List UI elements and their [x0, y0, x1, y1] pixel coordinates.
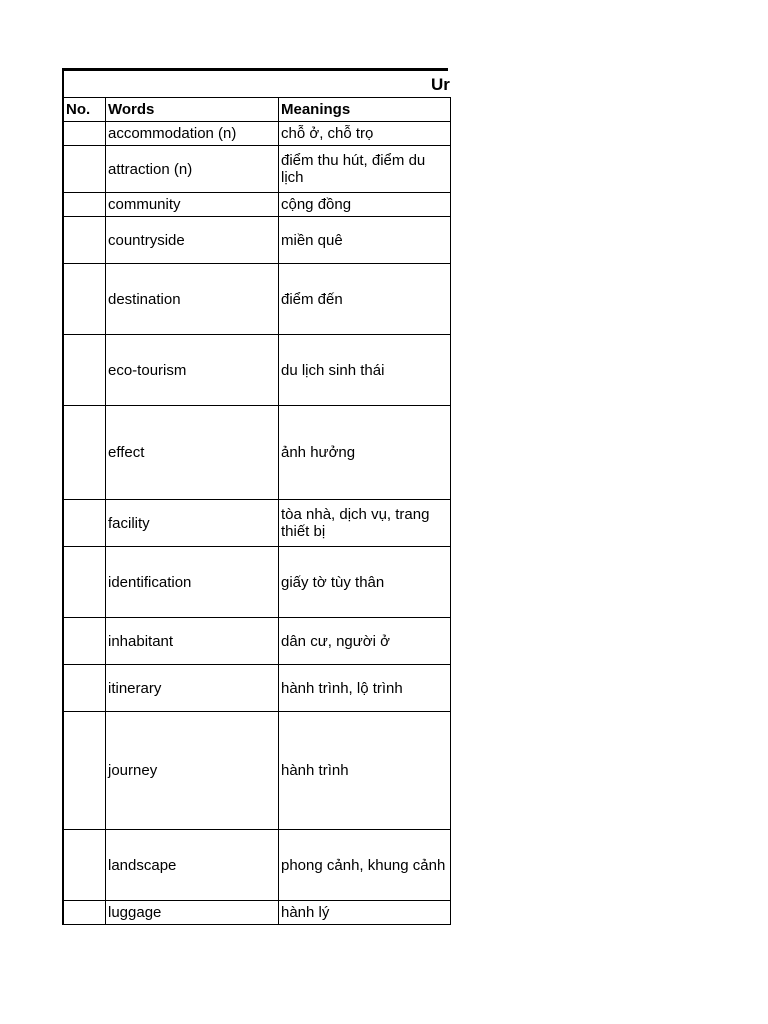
sheet-title-row [62, 68, 448, 97]
meaning-cell: điểm đến [279, 264, 451, 335]
table-row [63, 406, 451, 500]
vocabulary-sheet [62, 68, 448, 925]
table-header-row [63, 98, 451, 122]
word-cell: community [106, 193, 279, 217]
meaning-cell: miền quê [279, 217, 451, 264]
meaning-cell: hành trình, lộ trình [279, 665, 451, 712]
meaning-cell: phong cảnh, khung cảnh [279, 830, 451, 901]
word-cell: destination [106, 264, 279, 335]
header-meanings: Meanings [279, 98, 451, 122]
word-cell: attraction (n) [106, 146, 279, 193]
row-number-cell [63, 146, 106, 193]
meaning-cell: giấy tờ tùy thân [279, 547, 451, 618]
table-row [63, 146, 451, 193]
table-row [63, 618, 451, 665]
meaning-cell: điểm thu hút, điểm du lịch [279, 146, 451, 193]
meaning-cell: chỗ ở, chỗ trọ [279, 122, 451, 146]
row-number-cell [63, 217, 106, 264]
table-row [63, 122, 451, 146]
word-cell: countryside [106, 217, 279, 264]
word-cell: effect [106, 406, 279, 500]
row-number-cell [63, 830, 106, 901]
word-cell: identification [106, 547, 279, 618]
row-number-cell [63, 665, 106, 712]
meaning-cell: du lịch sinh thái [279, 335, 451, 406]
word-cell: accommodation (n) [106, 122, 279, 146]
word-cell: landscape [106, 830, 279, 901]
row-number-cell [63, 547, 106, 618]
row-number-cell [63, 264, 106, 335]
word-cell: eco-tourism [106, 335, 279, 406]
word-cell: itinerary [106, 665, 279, 712]
table-row [63, 193, 451, 217]
meaning-cell: dân cư, người ở [279, 618, 451, 665]
word-cell: inhabitant [106, 618, 279, 665]
row-number-cell [63, 901, 106, 925]
row-number-cell [63, 406, 106, 500]
header-words: Words [106, 98, 279, 122]
meaning-cell: hành lý [279, 901, 451, 925]
meaning-cell: tòa nhà, dịch vụ, trang thiết bị [279, 500, 451, 547]
word-cell: journey [106, 712, 279, 830]
row-number-cell [63, 122, 106, 146]
meaning-cell: ảnh hưởng [279, 406, 451, 500]
sheet-title: Ur [431, 75, 450, 94]
word-cell: luggage [106, 901, 279, 925]
row-number-cell [63, 500, 106, 547]
row-number-cell [63, 712, 106, 830]
row-number-cell [63, 335, 106, 406]
table-row [63, 901, 451, 925]
table-row [63, 547, 451, 618]
table-row [63, 264, 451, 335]
table-row [63, 217, 451, 264]
row-number-cell [63, 618, 106, 665]
table-row [63, 712, 451, 830]
table-row [63, 335, 451, 406]
table-row [63, 665, 451, 712]
table-row [63, 830, 451, 901]
meaning-cell: hành trình [279, 712, 451, 830]
table-row [63, 500, 451, 547]
vocabulary-table [62, 97, 451, 925]
row-number-cell [63, 193, 106, 217]
word-cell: facility [106, 500, 279, 547]
header-no: No. [63, 98, 106, 122]
meaning-cell: cộng đồng [279, 193, 451, 217]
